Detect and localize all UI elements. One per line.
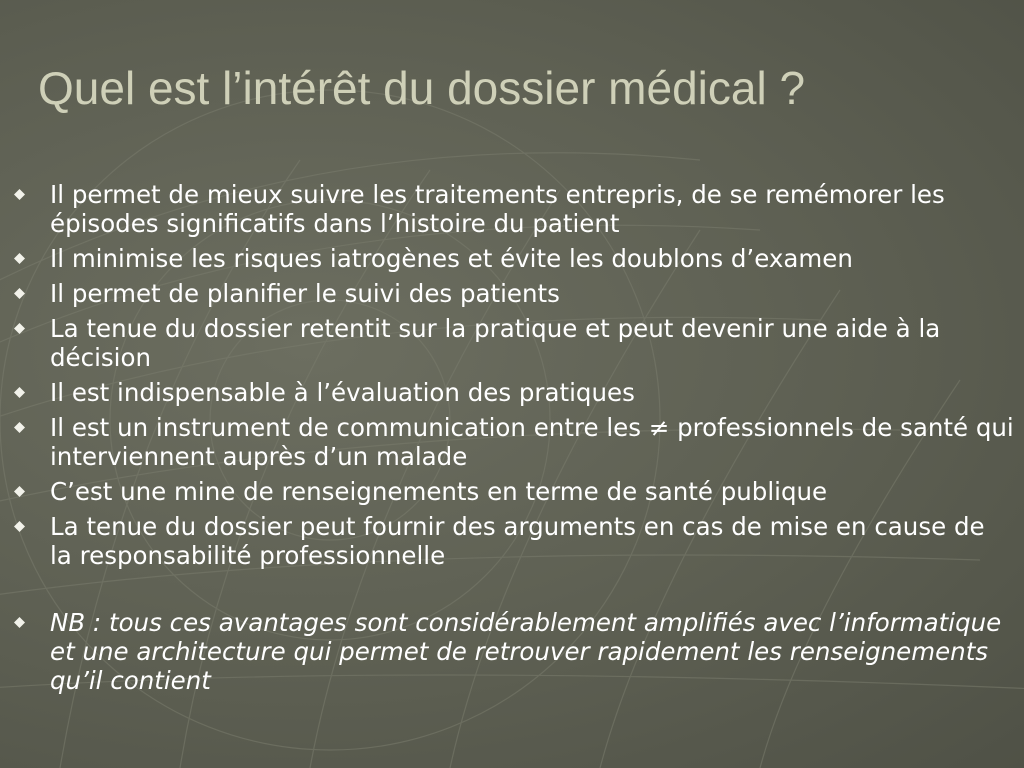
diamond-bullet-icon: [14, 323, 25, 334]
diamond-bullet-icon: [14, 486, 25, 497]
diamond-bullet-icon: [14, 617, 25, 628]
bullet-item: [10, 477, 1014, 506]
diamond-bullet-icon: [14, 189, 25, 200]
diamond-bullet-icon: [14, 387, 25, 398]
diamond-bullet-icon: [14, 288, 25, 299]
diamond-bullet-icon: [14, 521, 25, 532]
bullet-text: Il minimise les risques iatrogènes et évite les doublons d’examen: [50, 244, 853, 273]
bullet-note: [10, 608, 1014, 695]
note-text: NB : tous ces avantages sont considérablement amplifiés avec l’informatique et une architecture qui permet de retrouver rapidement les renseignements qu’il contient: [50, 608, 1002, 695]
bullet-item: [10, 180, 1014, 238]
bullet-item: [10, 244, 1014, 273]
slide-title: Quel est l’intérêt du dossier médical ?: [38, 62, 806, 114]
diamond-bullet-icon: [14, 422, 25, 433]
bullet-text: La tenue du dossier peut fournir des arguments en cas de mise en cause de la responsabilité professionnelle: [50, 512, 985, 570]
bullet-item: [10, 512, 1014, 570]
diamond-bullet-icon: [14, 253, 25, 264]
bullet-item: [10, 314, 1014, 372]
bullet-text: La tenue du dossier retentit sur la pratique et peut devenir une aide à la décision: [50, 314, 941, 372]
bullet-list: [10, 180, 1014, 701]
bullet-item: [10, 413, 1014, 471]
bullet-item: [10, 378, 1014, 407]
bullet-text: Il permet de planifier le suivi des patients: [50, 279, 560, 308]
bullet-text: Il est indispensable à l’évaluation des pratiques: [50, 378, 635, 407]
bullet-text: Il est un instrument de communication entre les ≠ professionnels de santé qui interviennent auprès d’un malade: [50, 413, 1014, 471]
bullet-text: Il permet de mieux suivre les traitements entrepris, de se remémorer les épisodes significatifs dans l’histoire du patient: [50, 180, 945, 238]
bullet-text: C’est une mine de renseignements en terme de santé publique: [50, 477, 828, 506]
bullet-item: [10, 279, 1014, 308]
